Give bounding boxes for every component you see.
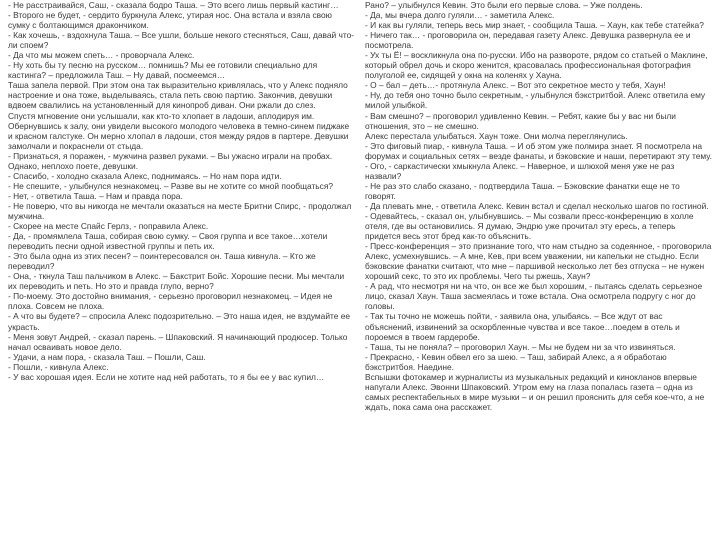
right-column-paragraph: Вспышки фотокамер и журналисты из музыкальных редакций и кинокланов впервые напугали Алекс. Эвонни Шпаковский. Утром ему на глаза попалась газета – одна из самых респектабельных в мире музыки – и он решил прояснить для себя кое-что, а не ждать, пока сама она расскажет.: [365, 371, 705, 412]
right-column-paragraph: - Прекрасно, - Кевин обвел его за шею. – Таш, забирай Алекс, а я обработаю бэкстритбоя. Наедине.: [365, 351, 667, 372]
left-column-paragraph: - Пошли, - кивнула Алекс.: [8, 361, 109, 372]
left-column-paragraph: Таша запела первой. При этом она так выразительно кривлялась, что у Алекс подняло настроение и она тоже, выделываясь, стала петь свою партию. Закончив, девушки вдвоем свалились на установленный для кинопроб диван. Они ржали до слез.: [8, 80, 348, 111]
right-column-paragraph: - Ого, - саркастически хмыкнула Алекс. – Наверное, и шлюхой меня уже не раз назвали?: [365, 160, 675, 181]
left-column-paragraph: - Нет, - ответила Таша. – Нам и правда пора.: [8, 190, 183, 201]
right-text-column: [365, 0, 712, 540]
left-column-paragraph: - Второго не будет, - сердито буркнула Алекс, утирая нос. Она встала и взяла свою сумку с болтающимся дракончиком.: [8, 10, 332, 31]
left-column-paragraph: - Не поверю, что вы никогда не мечтали оказаться на месте Бритни Спирс, - продолжал мужчина.: [8, 200, 352, 221]
left-column-paragraph: - Как хочешь, - вздохнула Таша. – Все ушли, больше некого стесняться, Саш, давай что-ли споем?: [8, 30, 355, 51]
right-column-paragraph: - Ну, до тебя оно точно было секретным, - улыбнулся бэкстритбой. Алекс ответила ему милой улыбкой.: [365, 90, 706, 111]
left-column-paragraph: - Да что мы можем спеть… - проворчала Алекс.: [8, 50, 195, 61]
right-column-paragraph: - Не раз это слабо сказано, - подтвердила Таша. – Бэковские фанатки еще не то говорят.: [365, 180, 680, 201]
left-column-paragraph: - Не спешите, - улыбнулся незнакомец. – Разве вы не хотите со мной пообщаться?: [8, 180, 334, 191]
left-text-column: [8, 0, 355, 540]
right-column-paragraph: - Ничего так… - проговорила он, передавая газету Алекс. Девушка развернула ее и посмотрела.: [365, 30, 691, 51]
right-column-paragraph: - Вам смешно? – проговорил удивленно Кевин. – Ребят, какие бы у вас ни были отношения, это – не смешно.: [365, 110, 676, 131]
left-column-paragraph: - У вас хорошая идея. Если не хотите над ней работать, то я бы ее у вас купил…: [8, 371, 325, 382]
left-column-paragraph: - Да, - промямлела Таша, собирая свою сумку. – Своя группа и все такое…хотели переводить песни одной известной группы и петь их.: [8, 231, 328, 252]
left-column-paragraph: - По-моему. Это достойно внимания, - серьезно проговорил незнакомец. – Идея не плоха. Совсем не плоха.: [8, 291, 333, 312]
right-column-paragraph: - Да, мы вчера долго гуляли… - заметила Алекс.: [365, 10, 555, 21]
right-column-paragraph: - Ух ты Ё! – воскликнула она по-русски. Ибо на развороте, рядом со статьей о Маклине, который обрел дочь и скоро женится, красовалась профессиональная фотография полуголой ее, сидящей у окна на коленях у Хауна.: [365, 50, 708, 81]
right-column-paragraph: - А рад, что несмотря ни на что, он все же был хорошим, - пытаясь сделать серьезное лицо, сказал Хаун. Таша засмеялась и тоже встала. Она осмотрела подругу с ног до головы.: [365, 281, 703, 312]
left-column-paragraph: - Это была одна из этих песен? – поинтересовался он. Таша кивнула. – Кто же переводил?: [8, 251, 316, 272]
left-column-paragraph: Спустя мгновение они услышали, как кто-то хлопает в ладоши, аплодируя им. Обернувшись к залу, они увидели высокого молодого человека в темно-синем пиджаке и красном галстуке. Он мерно хлопал в ладоши, стоя между рядов в партере. Девушки замолчали и покраснели от стыда.: [8, 110, 350, 151]
right-column-paragraph: - И как вы гуляли, теперь весь мир знает, - сообщила Таша. – Хаун, как тебе статейка?: [365, 20, 704, 31]
right-column-paragraph: Рано? – улыбнулся Кевин. Это были его первые слова. – Уже полдень.: [365, 0, 643, 10]
left-column-paragraph: - Меня зовут Андрей, - сказал парень. – Шпаковский. Я начинающий продюсер. Только начал осваивать новое дело.: [8, 331, 348, 352]
right-column-paragraph: - О – бал – деть…- протянула Алекс. – Вот это секретное место у тебя, Хаун!: [365, 80, 666, 91]
left-column-paragraph: - Скорее на месте Спайс Герлз, - поправила Алекс.: [8, 221, 209, 232]
left-column-paragraph: - Удачи, а нам пора, - сказала Таш. – Пошли, Саш.: [8, 351, 206, 362]
right-column-paragraph: - Пресс-конференция – это признание того, что нам стыдно за содеянное, - проговорила Алекс, усмехнувшись. – А мне, Кев, при всем уважении, ни капельки не стыдно. Если бэковские фанатки считают, что мне – паршивой несколько лет без отпуска – не нужен хороший секс, то это их проблемы. Чего ты ржешь, Хаун?: [365, 241, 712, 282]
left-column-paragraph: - Признаться, я поражен, - мужчина развел руками. – Вы ужасно играли на пробах. Однако, неплохо поете, девушки.: [8, 150, 333, 171]
left-column-paragraph: - Ну хоть бы ту песню на русском… помнишь? Мы ее готовили специально для кастинга? – предложила Таш. – Ну давай, посмеемся…: [8, 60, 318, 81]
right-column-paragraph: - Одевайтесь, - сказал он, улыбнувшись. – Мы созвали пресс-конференцию в холле отеля, где вы остановились. Я думаю, Эндрю уже прочитал эту ересь, а теперь придется весь этот бред как-то объяснить.: [365, 210, 694, 242]
right-column-paragraph: - Так ты точно не можешь пойти, - заявила она, улыбаясь. – Все ждут от вас объяснений, извинений за оскорбленные чувства и все такое…поедем в отель и пороемся в твоем гардеробе.: [365, 311, 680, 342]
right-column-paragraph: - Таша, ты не поняла? – проговорил Хаун. – Мы не будем ни за что извиняться.: [365, 341, 676, 352]
left-column-paragraph: - Спасибо, - холодно сказала Алекс, поднимаясь. – Но нам пора идти.: [8, 170, 282, 181]
left-column-paragraph: - Она, - ткнула Таш пальчиком в Алекс. – Бакстрит Бойс. Хорошие песни. Мы мечтали их переводить и петь. Но это и правда глупо, верно?: [8, 271, 345, 292]
right-column-paragraph: Алекс перестала улыбаться. Хаун тоже. Они молча переглянулись.: [365, 130, 628, 141]
right-column-paragraph: - Это фиговый пиар, - кивнула Таша. – И об этом уже полмира знает. Я посмотрела на форумах и социальных сетях – везде фанаты, и бэковские и наши, перетирают эту тему.: [365, 140, 712, 161]
left-column-paragraph: - Не расстраивайся, Саш, - сказала бодро Таша. – Это всего лишь первый кастинг…: [8, 0, 339, 10]
right-column-paragraph: - Да плевать мне, - ответила Алекс. Кевин встал и сделал несколько шагов по гостиной.: [365, 200, 709, 211]
left-column-paragraph: - А что вы будете? – спросила Алекс подозрительно. – Это наша идея, не вздумайте ее украсть.: [8, 311, 351, 332]
